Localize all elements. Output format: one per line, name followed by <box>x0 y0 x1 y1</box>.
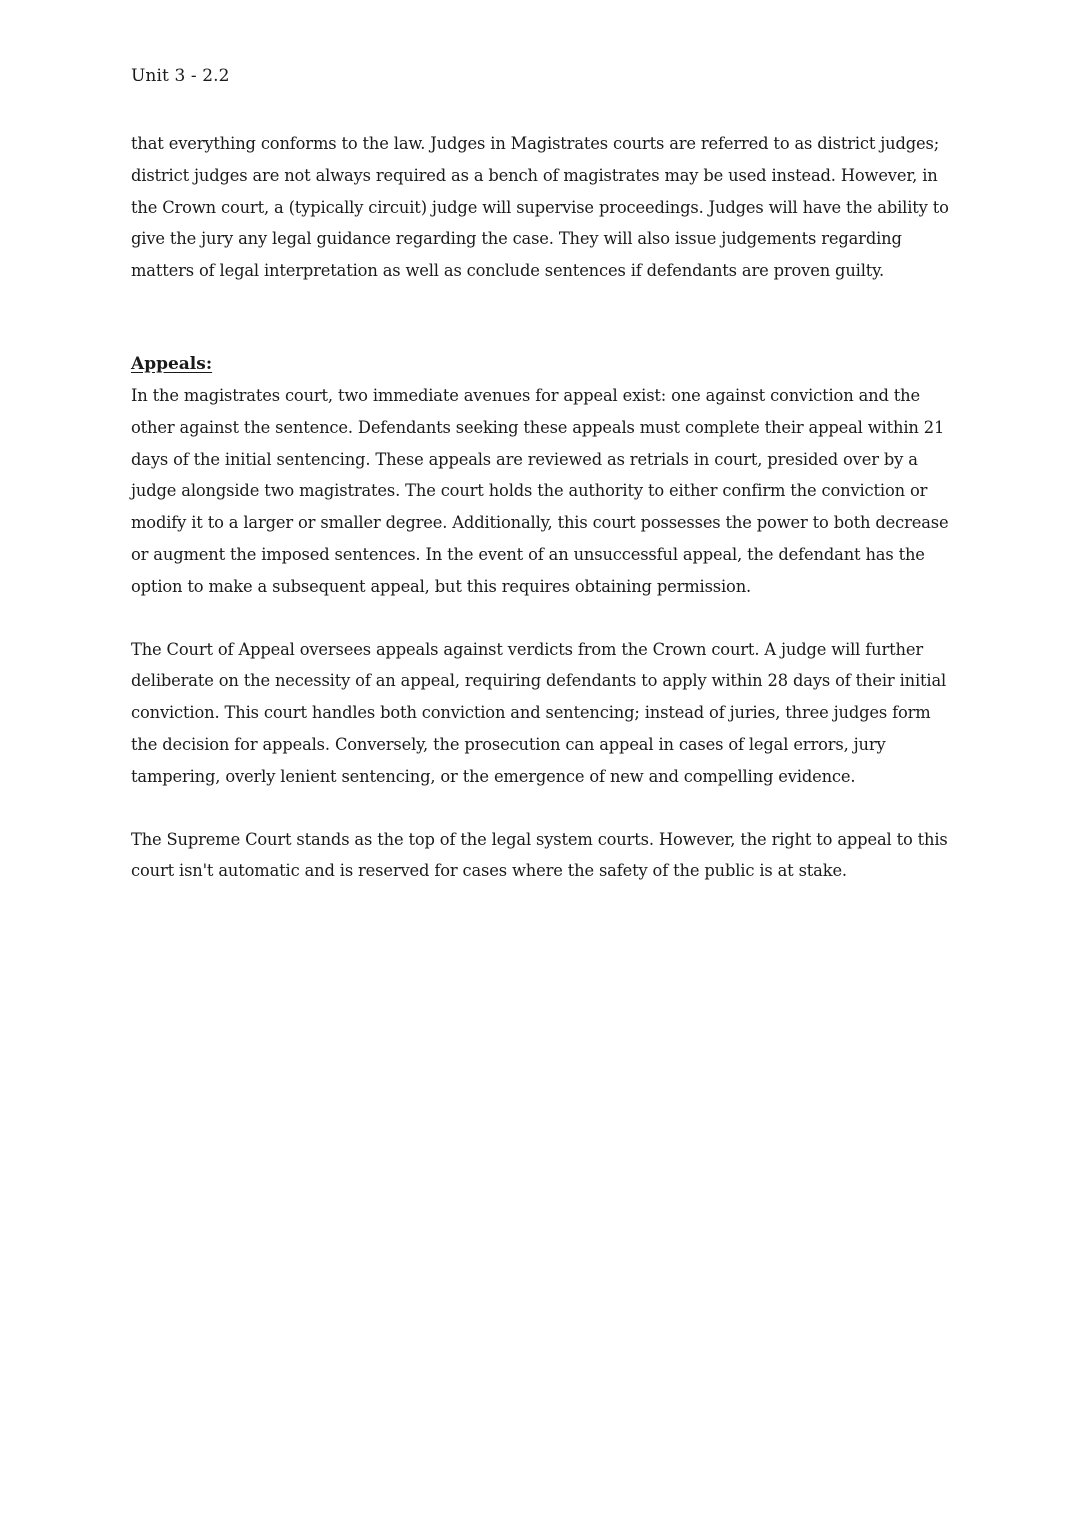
intro-paragraph: that everything conforms to the law. Judges in Magistrates courts are referred to as district judges; district judges are not always required as a bench of magistrates may be used instead. However, in the Crown court, a (typically circuit) judge will supervise proceedings. Judges will have the ability to give the jury any legal guidance regarding the case. They will also issue judgements regarding matters of legal interpretation as well as conclude sentences if defendants are proven guilty. <box>131 134 949 281</box>
document-body <box>131 128 961 887</box>
spacer <box>131 793 961 824</box>
appeals-paragraph-magistrates: In the magistrates court, two immediate avenues for appeal exist: one against conviction and the other against the sentence. Defendants seeking these appeals must complete their appeal within 21 days of the initial sentencing. These appeals are reviewed as retrials in court, presided over by a judge alongside two magistrates. The court holds the authority to either confirm the conviction or modify it to a larger or smaller degree. Additionally, this court possesses the power to both decrease or augment the imposed sentences. In the event of an unsuccessful appeal, the defendant has the option to make a subsequent appeal, but this requires obtaining permission. <box>131 385 949 596</box>
appeals-paragraph-court-of-appeal: The Court of Appeal oversees appeals against verdicts from the Crown court. A judge will further deliberate on the necessity of an appeal, requiring defendants to apply within 28 days of their initial conviction. This court handles both conviction and sentencing; instead of juries, three judges form the decision for appeals. Conversely, the prosecution can appeal in cases of legal errors, jury tampering, overly lenient sentencing, or the emergence of new and compelling evidence. <box>131 639 947 786</box>
spacer <box>131 287 961 349</box>
unit-header: Unit 3 - 2.2 <box>131 66 230 86</box>
appeals-heading: Appeals: <box>131 353 213 374</box>
appeals-paragraph-supreme-court: The Supreme Court stands as the top of the legal system courts. However, the right to appeal to this court isn't automatic and is reserved for cases where the safety of the public is at stake. <box>131 829 948 881</box>
spacer <box>131 603 961 634</box>
